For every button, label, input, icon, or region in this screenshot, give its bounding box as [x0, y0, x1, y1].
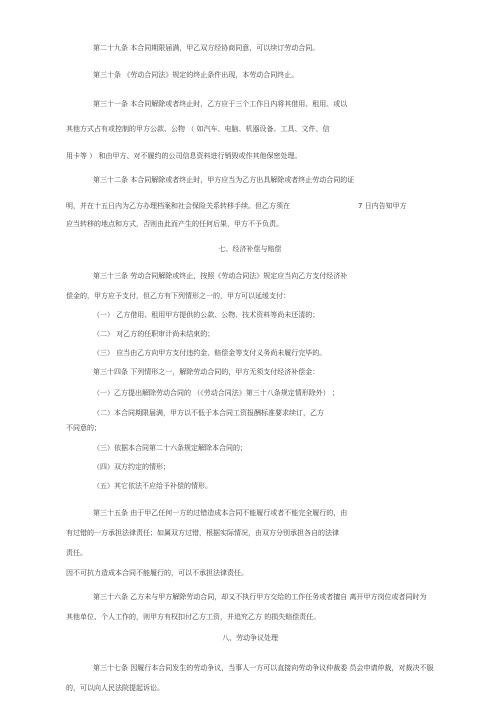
article-33-item-1: （一） 乙方借用、租用甲方提供的公款、公物、技术资料等尚未还清的； — [93, 311, 320, 319]
section-7-heading: 七、经济补偿与赔偿 — [218, 245, 282, 253]
article-31-line-1: 第三十一条 本合同解除或者终止时，乙方应于三个工作日内将其借用、租用、或以 — [93, 100, 348, 108]
article-33-line-2: 偿金的，甲方应予支付，但乙方有下列情形之一的，甲方可以延缓支付： — [66, 292, 290, 300]
article-34-item-5: （五）其它依法不应给予补偿的情形。 — [93, 482, 212, 490]
article-35-line-2: 有过错的一方承担法律责任；如属双方过错，根据实际情况，由双方分别承担各自的法律 — [66, 529, 339, 537]
article-32-line-1: 第三十二条 本合同解除或者终止时，甲方应当为乙方出具解除或者终止劳动合同的证 — [93, 176, 355, 184]
article-34-item-1: （一）乙方提出解除劳动合同的 （《劳动合同法》第三十八条规定情形除外） ； — [93, 389, 339, 397]
article-33-item-2: （二） 对乙方的任职审计尚未结束的； — [93, 330, 215, 338]
article-31-line-2: 其他方式占有或控制的甲方公款、公物 （ 如汽车、电脑、机器设备、工具、文件、信 — [66, 125, 330, 133]
article-32-line-2: 明，并在十五日内为乙方办理档案和社会保险关系转移手续。但乙方须在 — [66, 202, 290, 210]
article-34-item-4: （四）双方约定的情形； — [93, 463, 170, 471]
article-35-line-3: 责任。 — [66, 549, 87, 557]
article-34-item-2-tail: 不同意的； — [66, 424, 101, 432]
article-32-line-2-tail: 7 日内告知甲方 — [358, 202, 407, 210]
article-31-line-3: 用卡等 ） 和由甲方、对不履约的公司信息资料进行销毁或作其他保密处理。 — [66, 152, 302, 160]
article-35-line-4: 因不可抗力造成本合同不能履行的，可以不承担法律责任。 — [66, 569, 248, 577]
article-29: 第二十九条 本合同期限届满，甲乙双方经协商同意，可以续订劳动合同。 — [93, 44, 320, 52]
article-34: 第三十四条 下列情形之一，解除劳动合同的，甲方无须支付经济补偿金： — [93, 368, 320, 376]
article-34-item-3: （三）依据本合同第二十六条规定解除本合同的； — [93, 444, 247, 452]
article-34-item-2: （二）本合同期限届满，甲方以不低于本合同工资报酬标准要求续订，乙方 — [93, 409, 324, 417]
article-37-line-1: 第三十七条 因履行本合同发生的劳动争议，当事人一方可以直接向劳动争议仲裁委 员会申请仲裁，对裁决不服 — [93, 664, 434, 672]
article-37-line-2: 的，可以向人民法院提起诉讼。 — [66, 684, 164, 692]
article-33-line-1: 第三十三条 劳动合同解除或终止，按照《劳动合同法》规定应当向乙方支付经济补 — [93, 272, 348, 280]
article-35-line-1: 第三十五条 由于甲乙任何一方的过错造成本合同不能履行或者不能完全履行的，由 — [93, 509, 348, 517]
article-36-line-1: 第三十六条 乙方未与甲方解除劳动合同，却又不执行甲方交给的工作任务或者擅自 离开甲方岗位或者同时为 — [93, 593, 427, 601]
article-30: 第三十条 《劳动合同法》规定的终止条件出现，本劳动合同终止。 — [93, 71, 299, 79]
section-8-heading: 八、劳动争议处理 — [222, 634, 278, 642]
article-33-item-3: （三） 应当由乙方向甲方支付违约金、赔偿金等支付义务尚未履行完毕的。 — [93, 349, 327, 357]
article-36-line-2: 其他单位、个人工作的，则甲方有权扣付乙方工资，并追究乙方 的损失赔偿责任。 — [66, 613, 321, 621]
article-32-line-3: 应当转移的地点和方式，否则由此而产生的任何后果，甲方不予负责。 — [66, 220, 283, 228]
